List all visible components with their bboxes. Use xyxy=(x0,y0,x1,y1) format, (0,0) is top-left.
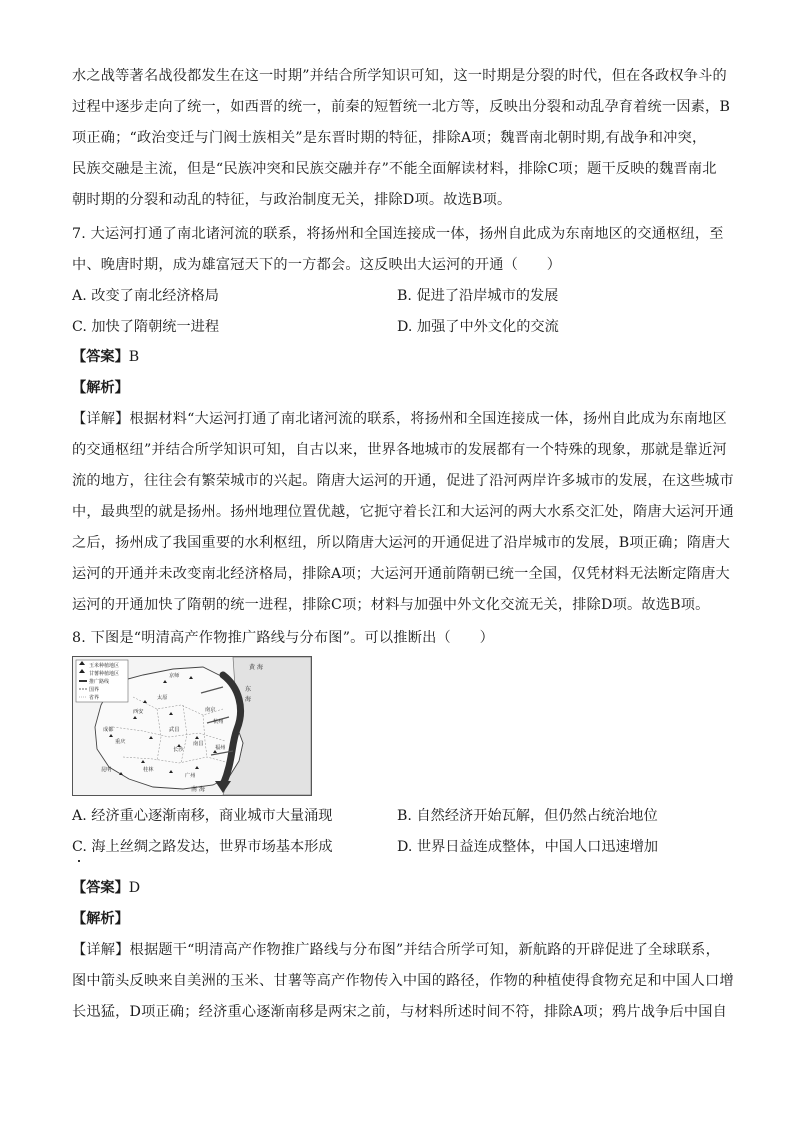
answer-tag: 【答案】 xyxy=(72,880,129,896)
question-8-stem: 8. 下图是“明清高产作物推广路线与分布图”。可以推断出（ ） xyxy=(72,630,495,646)
q7-detail-line: 中，最典型的就是扬州。扬州地理位置优越，它扼守着长江和大运河的两大水系交汇处，隋唐大运河开通 xyxy=(72,504,734,520)
sea-label: 南 xyxy=(191,786,198,793)
crop-distribution-map xyxy=(72,656,312,796)
map-place: 长沙 xyxy=(173,747,184,753)
map-place: 太原 xyxy=(157,695,168,701)
map-place: 成都 xyxy=(103,727,114,733)
q8-detail-line: 【详解】根据题干“明清高产作物推广路线与分布图”并结合所学可知，新航路的开辟促进了全球联系， xyxy=(72,942,720,958)
q8-answer xyxy=(72,878,140,898)
q8-detail-line: 长迅猛，D项正确；经济重心逐渐南移是两宋之前，与材料所述时间不符，排除A项；鸦片战争后中国自 xyxy=(72,1004,728,1020)
text-line: 过程中逐步走向了统一，如西晋的统一，前秦的短暂统一北方等，反映出分裂和动乱孕育着统一因素，B xyxy=(72,99,731,115)
sea-label: 海 xyxy=(245,696,252,703)
text-line: 朝时期的分裂和动乱的特征，与政治制度无关，排除D项。故选B项。 xyxy=(72,192,512,208)
map-place: 杭州 xyxy=(213,719,224,725)
sea-label: 海 xyxy=(257,664,264,671)
legend-label: 省界 xyxy=(89,695,100,701)
q8-detail-line: 图中箭头反映来自美洲的玉米、甘薯等高产作物传入中国的路径，作物的种植使得食物充足和中国人口增 xyxy=(72,973,734,989)
question-7-stem: 中、晚唐时期，成为雄富冠天下的一方都会。这反映出大运河的开通（ ） xyxy=(72,257,562,273)
stray-mark xyxy=(78,860,80,862)
sea-label: 海 xyxy=(199,786,206,793)
map-place: 昆明 xyxy=(101,767,112,773)
legend-label: 推广路线 xyxy=(89,679,110,685)
q7-detail-line: 运河的开通并未改变南北经济格局，排除A项；大运河开通前隋朝已统一全国，仅凭材料无法断定隋唐大 xyxy=(72,566,730,582)
q7-option-a: A. 改变了南北经济格局 xyxy=(72,288,219,304)
sea-label: 黄 xyxy=(249,664,256,671)
q7-option-d: D. 加强了中外文化的交流 xyxy=(397,319,559,335)
map-place: 福州 xyxy=(215,745,226,751)
map-place: 京师 xyxy=(169,673,180,679)
text-line: 项正确；“政治变迁与门阀士族相关”是东晋时期的特征，排除A项；魏晋南北朝时期,有战争和冲突， xyxy=(72,130,707,146)
q7-answer xyxy=(72,347,139,367)
q8-analysis-tag: 【解析】 xyxy=(72,911,129,927)
map-place: 南京 xyxy=(205,707,216,713)
text-line: 水之战等著名战役都发生在这一时期”并结合所学知识可知，这一时期是分裂的时代，但在各政权争斗的 xyxy=(72,68,727,84)
map-place: 武昌 xyxy=(169,727,180,733)
answer-value: D xyxy=(128,880,141,896)
answer-tag: 【答案】 xyxy=(72,349,129,365)
q8-option-c: C. 海上丝绸之路发达，世界市场基本形成 xyxy=(72,839,333,855)
q8-option-a: A. 经济重心逐渐南移，商业城市大量涌现 xyxy=(72,808,333,824)
map-place: 重庆 xyxy=(115,739,126,745)
map-place: 南昌 xyxy=(193,741,204,747)
q7-detail-line: 的交通枢纽”并结合所学知识可知，自古以来，世界各地城市的发展都有一个特殊的现象，那就是靠近河 xyxy=(72,442,727,458)
q8-option-b: B. 自然经济开始瓦解，但仍然占统治地位 xyxy=(397,808,658,824)
legend-label: 甘薯种植地区 xyxy=(89,671,120,677)
text-line: 民族交融是主流，但是“民族冲突和民族交融并存”不能全面解读材料，排除C项；题干反映的魏晋南北 xyxy=(72,161,717,177)
map-place: 桂林 xyxy=(143,767,154,773)
sea-label: 东 xyxy=(245,686,252,693)
q7-detail-line: 运河的开通加快了隋朝的统一进程，排除C项；材料与加强中外文化交流无关，排除D项。故选B项。 xyxy=(72,597,710,613)
q8-option-d: D. 世界日益连成整体，中国人口迅速增加 xyxy=(397,839,659,855)
question-7-stem: 7. 大运河打通了南北诸河流的联系，将扬州和全国连接成一体，扬州自此成为东南地区的交通枢纽，至 xyxy=(72,226,724,242)
q7-detail-line: 【详解】根据材料“大运河打通了南北诸河流的联系，将扬州和全国连接成一体，扬州自此成为东南地区 xyxy=(72,411,727,427)
q7-analysis-tag: 【解析】 xyxy=(72,380,129,396)
answer-value: B xyxy=(128,349,140,365)
legend-label: 国界 xyxy=(89,687,100,693)
map-place: 西安 xyxy=(133,709,144,715)
legend-label: 玉米种植地区 xyxy=(89,663,120,669)
q7-option-c: C. 加快了隋朝统一进程 xyxy=(72,319,220,335)
q7-detail-line: 流的地方，往往会有繁荣城市的兴起。隋唐大运河的开通，促进了沿河两岸许多城市的发展，在这些城市 xyxy=(72,473,734,489)
map-figure xyxy=(73,657,311,795)
q7-detail-line: 之后，扬州成了我国重要的水利枢纽，所以隋唐大运河的开通促进了沿岸城市的发展，B项正确；隋唐大 xyxy=(72,535,731,551)
map-place: 广州 xyxy=(185,773,196,779)
q7-option-b: B. 促进了沿岸城市的发展 xyxy=(397,288,559,304)
